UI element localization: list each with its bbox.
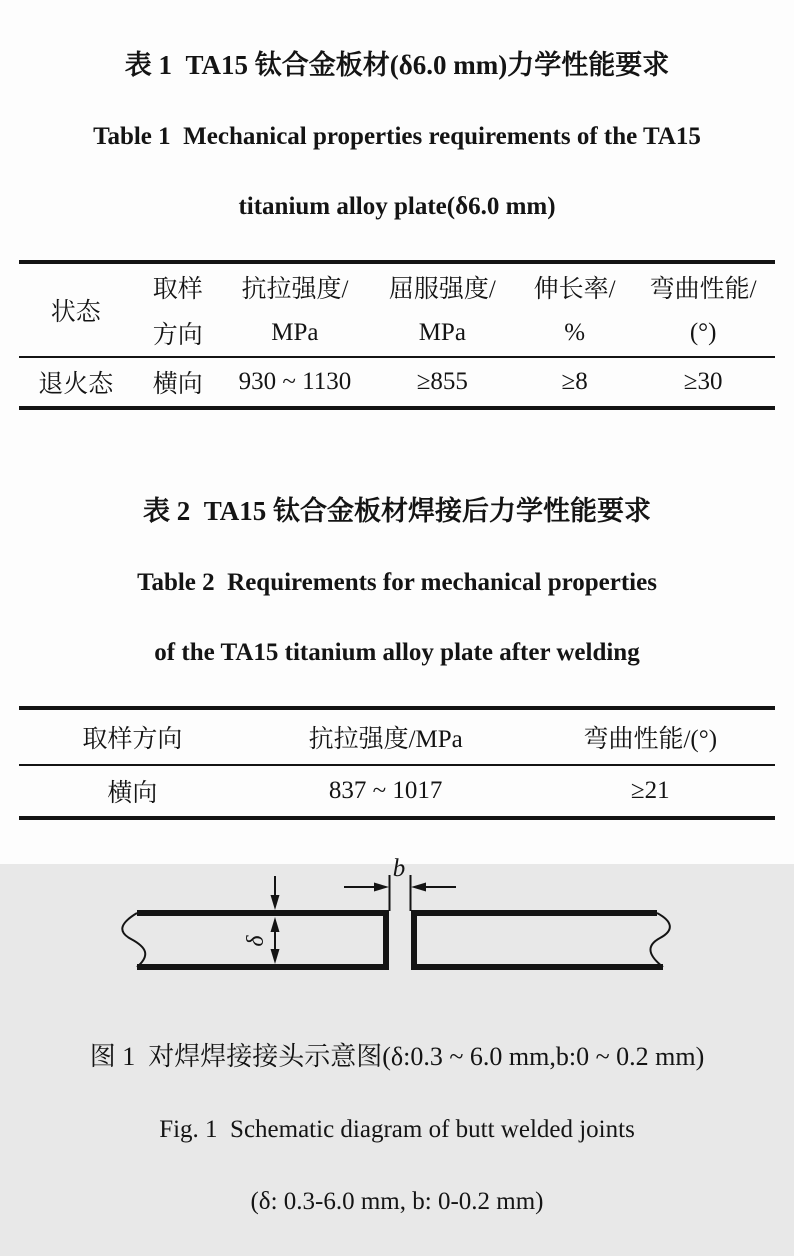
table2-header — [19, 708, 775, 765]
table1-cell-direction: 横向 — [152, 371, 203, 398]
table2-title-zh: 表 2 TA15 钛合金板材焊接后力学性能要求 — [142, 496, 651, 526]
table1-header — [19, 262, 775, 357]
figure1-caption-block — [0, 1002, 794, 1256]
table2-header-bending: 弯曲性能/(°) — [583, 726, 718, 753]
table1-header-direction-line2: 方向 — [152, 322, 203, 349]
table2-title-en-line2: of the TA15 titanium alloy plate after welding — [154, 639, 640, 666]
table2-cell-tensile: 837 ~ 1017 — [328, 777, 443, 804]
table2-header-direction: 取样方向 — [82, 726, 183, 753]
table1-header-yield-line2: MPa — [418, 319, 466, 346]
table1-header-direction-line1: 取样 — [152, 276, 203, 303]
table1-header-bending-line1: 弯曲性能/ — [649, 276, 757, 303]
table1 — [19, 260, 775, 410]
table2-cell-direction: 横向 — [107, 780, 158, 807]
table1-title-block — [0, 10, 794, 260]
right-plate-break-line — [650, 913, 669, 967]
thickness-label: δ — [243, 935, 269, 947]
table1-header-elongation-line1: 伸长率/ — [533, 276, 616, 303]
figure1-caption-zh: 图 1 对焊焊接接头示意图(δ:0.3 ~ 6.0 mm,b:0 ~ 0.2 mm) — [89, 1042, 705, 1071]
table2-header-tensile: 抗拉强度/MPa — [308, 726, 463, 753]
table1-header-state: 状态 — [50, 299, 101, 326]
right-plate — [411, 911, 663, 969]
figure1-caption-en-line1: Fig. 1 Schematic diagram of butt welded joints — [159, 1116, 635, 1143]
table1-header-elongation-line2: % — [564, 319, 586, 346]
table1-cell-tensile: 930 ~ 1130 — [238, 368, 352, 395]
table1-row — [19, 357, 775, 408]
table2-cell-bending: ≥21 — [630, 777, 670, 804]
table1-title-zh: 表 1 TA15 钛合金板材(δ6.0 mm)力学性能要求 — [124, 50, 670, 80]
table1-header-tensile-line1: 抗拉强度/ — [241, 276, 349, 303]
table2-title-block — [0, 456, 794, 706]
table2-row — [19, 765, 775, 818]
table1-cell-state: 退火态 — [38, 371, 114, 398]
table1-cell-elongation: ≥8 — [561, 368, 588, 395]
gap-dimension-arrows — [374, 883, 426, 892]
table1-cell-bending: ≥30 — [683, 368, 723, 395]
table1-header-yield-line1: 屈服强度/ — [388, 276, 496, 303]
table1-title-en-line2: titanium alloy plate(δ6.0 mm) — [238, 193, 556, 220]
table1-cell-yield: ≥855 — [416, 368, 468, 395]
table2-title-en-line1: Table 2 Requirements for mechanical properties — [137, 569, 657, 596]
table2 — [19, 706, 775, 820]
left-plate-break-line — [122, 913, 145, 967]
table1-header-bending-line2: (°) — [689, 319, 717, 346]
figure1-diagram — [0, 842, 794, 994]
figure1-caption-en-line2: (δ: 0.3-6.0 mm, b: 0-0.2 mm) — [250, 1188, 544, 1215]
gap-width-label: b — [392, 855, 406, 882]
table1-header-tensile-line2: MPa — [271, 319, 319, 346]
table1-title-en-line1: Table 1 Mechanical properties requirements of the TA15 — [93, 123, 701, 150]
thickness-dimension-arrows — [271, 895, 280, 964]
